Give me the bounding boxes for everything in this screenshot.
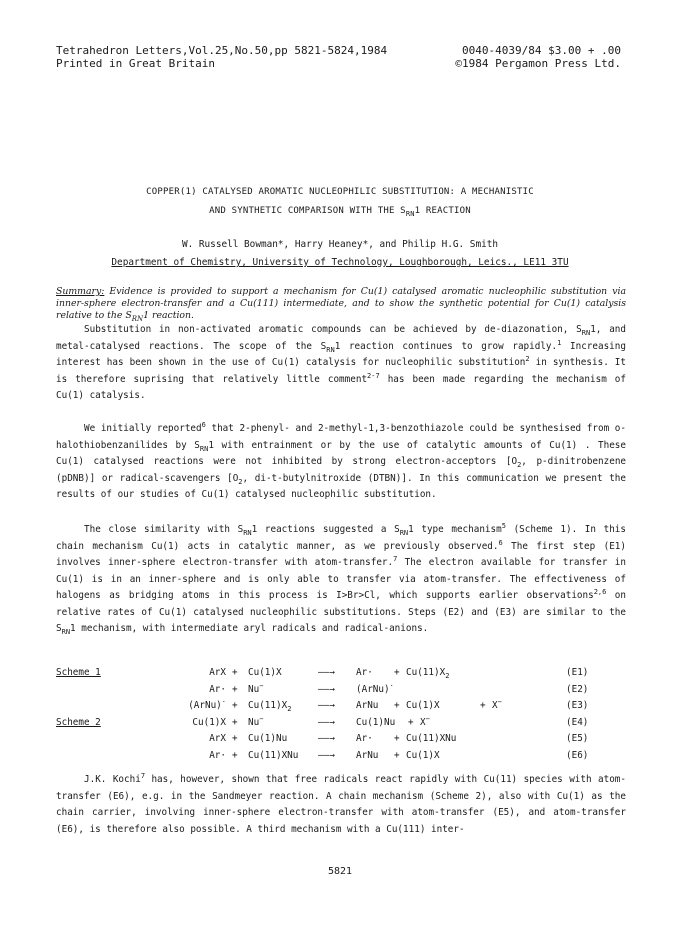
printed-location: Printed in Great Britain [56, 57, 215, 70]
reactant-1: Ar· [209, 749, 226, 761]
reaction-arrow: ——→ [318, 667, 335, 678]
scheme-row-e3 [56, 697, 626, 717]
p1-sub: RN [581, 328, 591, 337]
plus-sign: + [232, 683, 238, 695]
p2-sub: 2 [238, 477, 243, 486]
p2-sub: 2 [517, 460, 522, 469]
product-2-text: X [420, 716, 426, 728]
p3-sub: RN [61, 627, 71, 636]
page-number: 5821 [327, 866, 353, 877]
scheme-row-e5 [56, 733, 626, 750]
p1-text: has been made regarding the mechanism of Cu(1) catalysis. [56, 373, 626, 401]
product-2-sup: − [425, 714, 430, 723]
paragraph-4 [56, 772, 626, 838]
p1-ref: 1 [557, 338, 562, 347]
reactant-2-sup: − [259, 714, 264, 723]
product-1: Ar· [356, 733, 373, 744]
reactant-1: ArX [209, 667, 226, 678]
reaction-arrow: ——→ [318, 733, 335, 744]
product-3-text: X [492, 700, 498, 711]
p4-text: J.K. Kochi [84, 774, 141, 785]
title-line-2-post: 1 REACTION [414, 206, 471, 216]
plus-sign: + [480, 700, 486, 711]
p3-text: The first step (E1) involves inner-sphere electron-transfer with atom-transfer. [56, 540, 626, 568]
plus-sign: + [232, 749, 238, 761]
title-subscript: RN [405, 209, 415, 218]
reaction-arrow: ——→ [318, 749, 335, 761]
paragraph-1 [56, 322, 626, 405]
reactant-1: Ar· [209, 683, 226, 695]
p3-text: (Scheme 1). In this chain mechanism Cu(1) acts in catalytic manner, as we previously observed. [56, 524, 626, 552]
product-2 [406, 667, 449, 678]
product-2: Cu(11)XNu [406, 733, 457, 744]
p3-text: on relative rates of Cu(1) catalysed nucleophilic substitutions. Steps (E2) and (E3) are similar to the S [56, 590, 626, 634]
p3-text: 1 reactions suggested a S [251, 524, 400, 535]
equation-number: (E4) [566, 716, 589, 728]
scheme-2-label: Scheme 2 [56, 716, 101, 728]
summary-lead: Summary: [56, 286, 105, 297]
p1-text: 1, and metal-catalysed reactions. The scope of the S [56, 324, 626, 352]
p1-text: in synthesis. It is therefore suprising that relatively little comment [56, 357, 626, 385]
author-names: W. Russell Bowman*, Harry Heaney*, and Philip H.G. Smith [181, 239, 499, 250]
p1-text: Substitution in non-activated aromatic compounds can be achieved by de-diazonation, S [84, 324, 582, 335]
p2-text: We initially reported [84, 423, 202, 434]
p1-sub: RN [326, 345, 335, 354]
plus-sign: + [232, 733, 238, 744]
p2-ref: 6 [201, 420, 206, 429]
scheme-row-e6 [56, 750, 626, 767]
publisher-copyright: ©1984 Pergamon Press Ltd. [455, 57, 621, 70]
p1-ref: 2-7 [367, 371, 380, 380]
product-1-sup: · [389, 681, 394, 690]
scheme-1-label: Scheme 1 [56, 667, 101, 678]
p3-text: The close similarity with S [84, 524, 244, 535]
summary [56, 286, 626, 322]
paragraph-3 [56, 522, 626, 638]
author-affiliation: Department of Chemistry, University of Technology, Loughborough, Leics., LE11 3TU [111, 257, 569, 268]
reactant-1: ArX [209, 733, 226, 744]
p3-sub: RN [399, 528, 409, 537]
scheme-row-e2 [56, 681, 626, 701]
reactant-2-sub: 2 [287, 704, 292, 713]
plus-sign: + [394, 733, 400, 744]
product-2: Cu(1)X [406, 700, 440, 711]
reactant-2-sup: − [259, 681, 264, 690]
product-1 [356, 681, 394, 695]
reactant-2 [248, 714, 264, 728]
equation-number: (E1) [566, 667, 589, 678]
title-line-2-pre: AND SYNTHETIC COMPARISON WITH THE S [209, 206, 406, 216]
author-block [40, 236, 640, 272]
p3-ref: 5 [501, 521, 506, 530]
equation-number: (E6) [566, 749, 589, 761]
issn-price: 0040-4039/84 $3.00 + .00 [462, 44, 621, 57]
reactant-2-text: Cu(11)X [248, 700, 288, 711]
p2-text: , p-dinitrobenzene (pDNB)] or radical-scavengers [O [56, 456, 627, 484]
plus-sign: + [394, 749, 400, 761]
product-1: ArNu [356, 749, 379, 761]
title-line-1: COPPER(1) CATALYSED AROMATIC NUCLEOPHILIC SUBSTITUTION: A MECHANISTIC [146, 187, 534, 197]
p2-text: , di-t-butylnitroxide (DTBN)]. In this communication we present the results of our studies of Cu(1) catalysed nucleophilic substitution. [56, 472, 626, 500]
plus-sign: + [394, 667, 400, 678]
p1-ref: 2 [525, 354, 530, 363]
reactant-2: Cu(11)XNu [248, 749, 299, 761]
p2-text: that 2-phenyl- and 2-methyl-1,3-benzothiazole could be synthesised from o-halothiobenzanilides by S [56, 423, 626, 451]
reactant-2 [248, 700, 291, 711]
p1-text: Increasing interest has been shown in the use of Cu(1) catalysis for nucleophilic substitution [56, 340, 626, 368]
reactant-2-text: Nu [248, 683, 260, 695]
equation-number: (E2) [566, 683, 589, 695]
reactant-1 [188, 697, 226, 711]
page-header [56, 44, 621, 70]
product-3-sup: − [497, 697, 502, 706]
plus-sign: + [394, 700, 400, 711]
scheme-row-e1 [56, 667, 626, 684]
journal-citation: Tetrahedron Letters,Vol.25,No.50,pp 5821-5824,1984 [56, 44, 388, 57]
plus-sign: + [232, 700, 238, 711]
p3-ref: 7 [393, 554, 398, 563]
reaction-arrow: ——→ [318, 716, 335, 728]
p3-sub: RN [243, 528, 252, 537]
scheme-row-e4 [56, 714, 626, 734]
product-1-text: (ArNu) [356, 683, 390, 695]
plus-sign: + [232, 716, 238, 728]
product-2-sub: 2 [445, 671, 450, 680]
reactant-2: Cu(1)Nu [248, 733, 288, 744]
product-2 [420, 714, 430, 728]
p2-sub: RN [199, 444, 209, 453]
summary-text-end: 1 reaction. [143, 310, 194, 321]
reaction-arrow: ——→ [318, 700, 335, 711]
p4-text: has, however, shown that free radicals react rapidly with Cu(11) species with atom-transfer (E6), e.g. in the Sandmeyer reaction. A chain mechanism (Scheme 2), also with Cu(1) as the chain carrier, involving inner-sphere electron-transfer with atom-transfer (E5), and atom-transfer (E6), is therefore also possible. A third mechanism with a Cu(111) inter- [56, 774, 626, 835]
reactant-1-sup: · [221, 697, 226, 706]
paragraph-2 [56, 421, 626, 504]
reactant-2 [248, 681, 264, 695]
reactant-2-text: Nu [248, 716, 260, 728]
equation-number: (E3) [566, 700, 589, 711]
p3-text: 1 type mechanism [408, 524, 502, 535]
reactant-1: Cu(1)X [192, 716, 226, 728]
equation-number: (E5) [566, 733, 589, 744]
summary-text: Evidence is provided to support a mechanism for Cu(1) catalysed aromatic nucleophilic substitution via inner-sphere electron-transfer and a Cu(111) intermediate, and to show the synthetic potential for Cu(1) catalysis relative to the S [56, 286, 626, 321]
product-1: Ar· [356, 667, 373, 678]
p4-ref: 7 [140, 771, 146, 780]
summary-sub: RN [131, 314, 144, 323]
reactant-1-text: (ArNu) [188, 700, 222, 711]
product-1: Cu(1)Nu [356, 716, 396, 728]
plus-sign: + [232, 667, 238, 678]
p3-ref: 6 [498, 538, 503, 547]
p3-text: 1 mechanism, with intermediate aryl radicals and radical-anions. [70, 623, 429, 634]
reactant-2: Cu(1)X [248, 667, 282, 678]
p1-text: 1 reaction continues to grow rapidly. [334, 340, 558, 352]
plus-sign: + [408, 716, 414, 728]
product-1: ArNu [356, 700, 379, 711]
title-line-2 [40, 202, 640, 221]
p2-text: 1 with entrainment or by the use of catalytic amounts of Cu(1) . These Cu(1) catalysed reactions were not inhibited by strong electron-acceptors [O [56, 439, 626, 467]
product-3 [492, 697, 502, 711]
product-2: Cu(1)X [406, 749, 440, 761]
article-title [40, 183, 640, 221]
p3-ref: 2,6 [593, 587, 607, 596]
product-2-text: Cu(11)X [406, 667, 446, 678]
p3-text: The electron available for transfer in Cu(1) is in an inner-sphere and is only able to transfer via atom-transfer. The effectiveness of halogens as bridging atoms in this process is I>Br>Cl, which supports earlier observations [56, 557, 626, 601]
reaction-arrow: ——→ [318, 683, 335, 695]
reaction-schemes [56, 667, 626, 766]
